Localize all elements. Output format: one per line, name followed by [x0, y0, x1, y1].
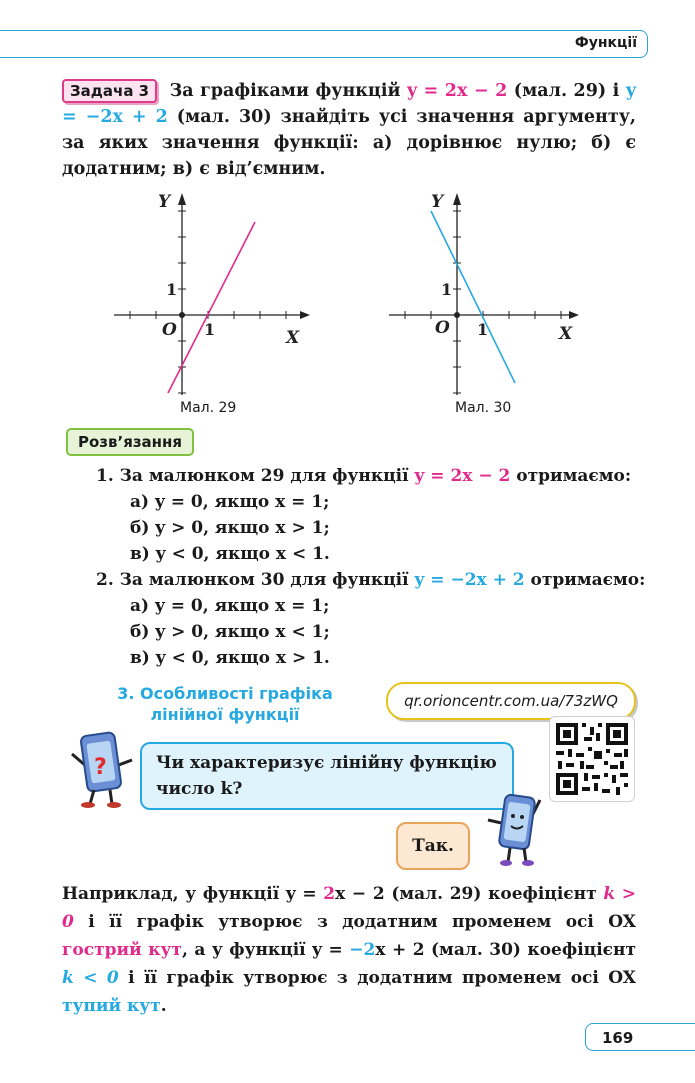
task-text-3: (мал. 30) знайдіть усі значення аргументу, за яких значення функції: а) дорівнює нулю; б) є додатним; в) є від’ємним. [62, 107, 636, 179]
svg-text:?: ? [94, 755, 107, 780]
question-bubble [140, 742, 514, 810]
x-label: X [286, 328, 300, 348]
k-negative: k < 0 [62, 968, 119, 988]
x-axis-arrow [300, 311, 310, 319]
x-label: X [559, 324, 573, 344]
origin-label: O [435, 318, 450, 338]
task-statement [62, 78, 636, 182]
origin-label: O [162, 320, 177, 340]
y-tick-label: 1 [166, 280, 178, 299]
task-text-2: (мал. 29) і [507, 81, 626, 101]
section-title: 3. Особливості графіка лінійної функції [117, 684, 333, 724]
solution-item-2-function: y = −2x + 2 [414, 570, 525, 590]
obtuse-angle-term: тупий кут [62, 996, 161, 1016]
task-badge: Задача 3 [62, 79, 157, 103]
answer-bubble [396, 822, 470, 870]
graph-fig-29 [110, 185, 315, 400]
y-label: Y [158, 192, 171, 212]
caption-fig-29: Мал. 29 [180, 400, 237, 416]
solution-item-2: 2. За малюнком 30 для функції y = −2x + 2 отримаємо: [96, 570, 646, 590]
phone-character-question [66, 730, 138, 808]
task-text-1: За графіками функцій [163, 81, 407, 101]
solution-item-1-function: y = 2x − 2 [414, 466, 511, 486]
y-axis-arrow [178, 193, 186, 205]
page-number: 169 [585, 1023, 695, 1051]
x-tick-label: 1 [204, 320, 216, 339]
answer-text: Так. [412, 836, 454, 856]
y-label: Y [431, 192, 444, 212]
x-tick-label: 1 [477, 320, 489, 339]
function-line [168, 222, 255, 393]
solution-item-2a: а) y = 0, якщо x = 1; [130, 596, 330, 616]
coef-positive: 2 [323, 884, 336, 904]
origin-point [179, 312, 185, 318]
solution-item-2c: в) y < 0, якщо x > 1. [130, 648, 330, 668]
origin-point [454, 312, 460, 318]
solution-item-1a: а) y = 0, якщо x = 1; [130, 492, 330, 512]
header-title: Функції [574, 35, 637, 51]
graph-fig-30 [385, 185, 590, 400]
coef-negative: −2 [349, 940, 376, 960]
y-axis-arrow [453, 193, 461, 205]
qr-code[interactable] [549, 716, 635, 802]
x-axis-arrow [569, 311, 579, 319]
question-text: Чи характеризує лінійну функцію число k? [156, 753, 497, 799]
task-function-2: y = −2x + 2 [62, 81, 637, 127]
phone-character-answer [484, 790, 550, 868]
k-positive: k > 0 [62, 884, 636, 932]
task-function-1: y = 2x − 2 [406, 81, 508, 101]
solution-badge: Розв’язання [66, 428, 194, 456]
closing-paragraph: Наприклад, у функції y = 2x − 2 (мал. 29) коефіцієнт k > 0 і її графік утворює з додатним променем осі OX гострий кут, а у функції y = −2x + 2 (мал. 30) коефіцієнт k < 0 і її графік утворює з додатним променем осі OX тупий кут. [62, 884, 636, 1016]
solution-item-1c: в) y < 0, якщо x < 1. [130, 544, 330, 564]
solution-item-2b: б) y > 0, якщо x < 1; [130, 622, 330, 642]
header-bar [0, 30, 648, 58]
y-tick-label: 1 [441, 280, 453, 299]
acute-angle-term: гострий кут [62, 940, 182, 960]
solution-item-1: 1. За малюнком 29 для функції y = 2x − 2 отримаємо: [96, 466, 632, 486]
qr-code-icon [550, 717, 634, 801]
caption-fig-30: Мал. 30 [455, 400, 512, 416]
qr-link[interactable]: qr.orioncentr.com.ua/73zWQ [386, 682, 636, 720]
solution-item-1b: б) y > 0, якщо x > 1; [130, 518, 330, 538]
